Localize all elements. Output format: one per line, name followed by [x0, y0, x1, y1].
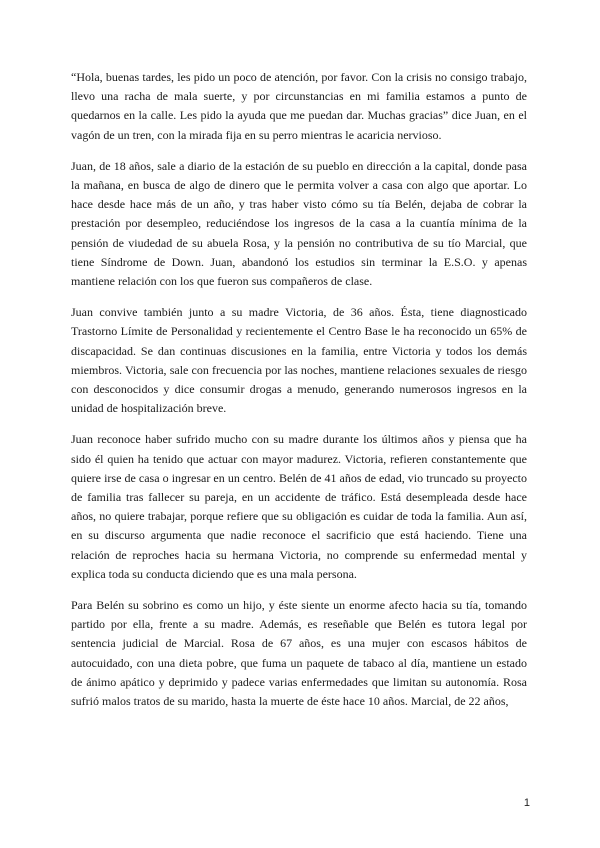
paragraph-3: Juan convive también junto a su madre Victoria, de 36 años. Ésta, tiene diagnosticado Trastorno Límite de Personalidad y recientemente el Centro Base le ha reconocido un 65% de discapacidad. Se dan continuas discusiones en la familia, entre Victoria y todos los demás miembros. Victoria, sale con frecuencia por las noches, mantiene relaciones sexuales de riesgo con desconocidos y dice consumir drogas a menudo, generando numerosos ingresos en la unidad de hospitalización breve.: [71, 305, 527, 416]
paragraph-4: Juan reconoce haber sufrido mucho con su madre durante los últimos años y piensa que ha sido él quien ha tenido que actuar con mayor madurez. Victoria, refieren constantemente que quiere irse de casa o ingresar en un centro. Belén de 41 años de edad, vio truncado su proyecto de familia tras fallecer su pareja, en un accidente de tráfico. Está desempleada desde hace años, no quiere trabajar, porque refiere que su obligación es cuidar de toda la familia. Aun así, en su discurso argumenta que nadie reconoce el sacrificio que está haciendo. Tiene una relación de reproches hacia su hermana Victoria, no comprende su enfermedad mental y explica toda su conducta diciendo que es una mala persona.: [71, 432, 527, 581]
paragraph-2: Juan, de 18 años, sale a diario de la estación de su pueblo en dirección a la capital, donde pasa la mañana, en busca de algo de dinero que le permita volver a casa con algo que aportar. Lo hace desde hace más de un año, y tras haber visto cómo su tía Belén, dejaba de cobrar la prestación por desempleo, reduciéndose los ingresos de la casa a la cuantía mínima de la pensión de viudedad de su abuela Rosa, y la pensión no contributiva de su tío Marcial, que tiene Síndrome de Down. Juan, abandonó los estudios sin terminar la E.S.O. y apenas mantiene relación con los que fueron sus compañeros de clase.: [71, 158, 527, 289]
page-number: 1: [523, 797, 530, 809]
paragraph-1: “Hola, buenas tardes, les pido un poco de atención, por favor. Con la crisis no consigo trabajo, llevo una racha de mala suerte, y por circunstancias en mi familia estamos a punto de quedarnos en la calle. Les pido la ayuda que me puedan dar. Muchas gracias” dice Juan, en el vagón de un tren, con la mirada fija en su perro mientras le acaricia nervioso.: [71, 70, 527, 142]
body-text: [71, 68, 527, 723]
paragraph-5: Para Belén su sobrino es como un hijo, y éste siente un enorme afecto hacia su tía, tomando partido por ella, frente a su madre. Además, es reseñable que Belén es tutora legal por sentencia judicial de Marcial. Rosa de 67 años, es una mujer con escasos hábitos de autocuidado, con una dieta pobre, que fuma un paquete de tabaco al día, mantiene un estado de ánimo apático y deprimido y padece varias enfermedades que limitan su autonomía. Rosa sufrió malos tratos de su marido, hasta la muerte de éste hace 10 años. Marcial, de 22 años,: [71, 598, 527, 709]
